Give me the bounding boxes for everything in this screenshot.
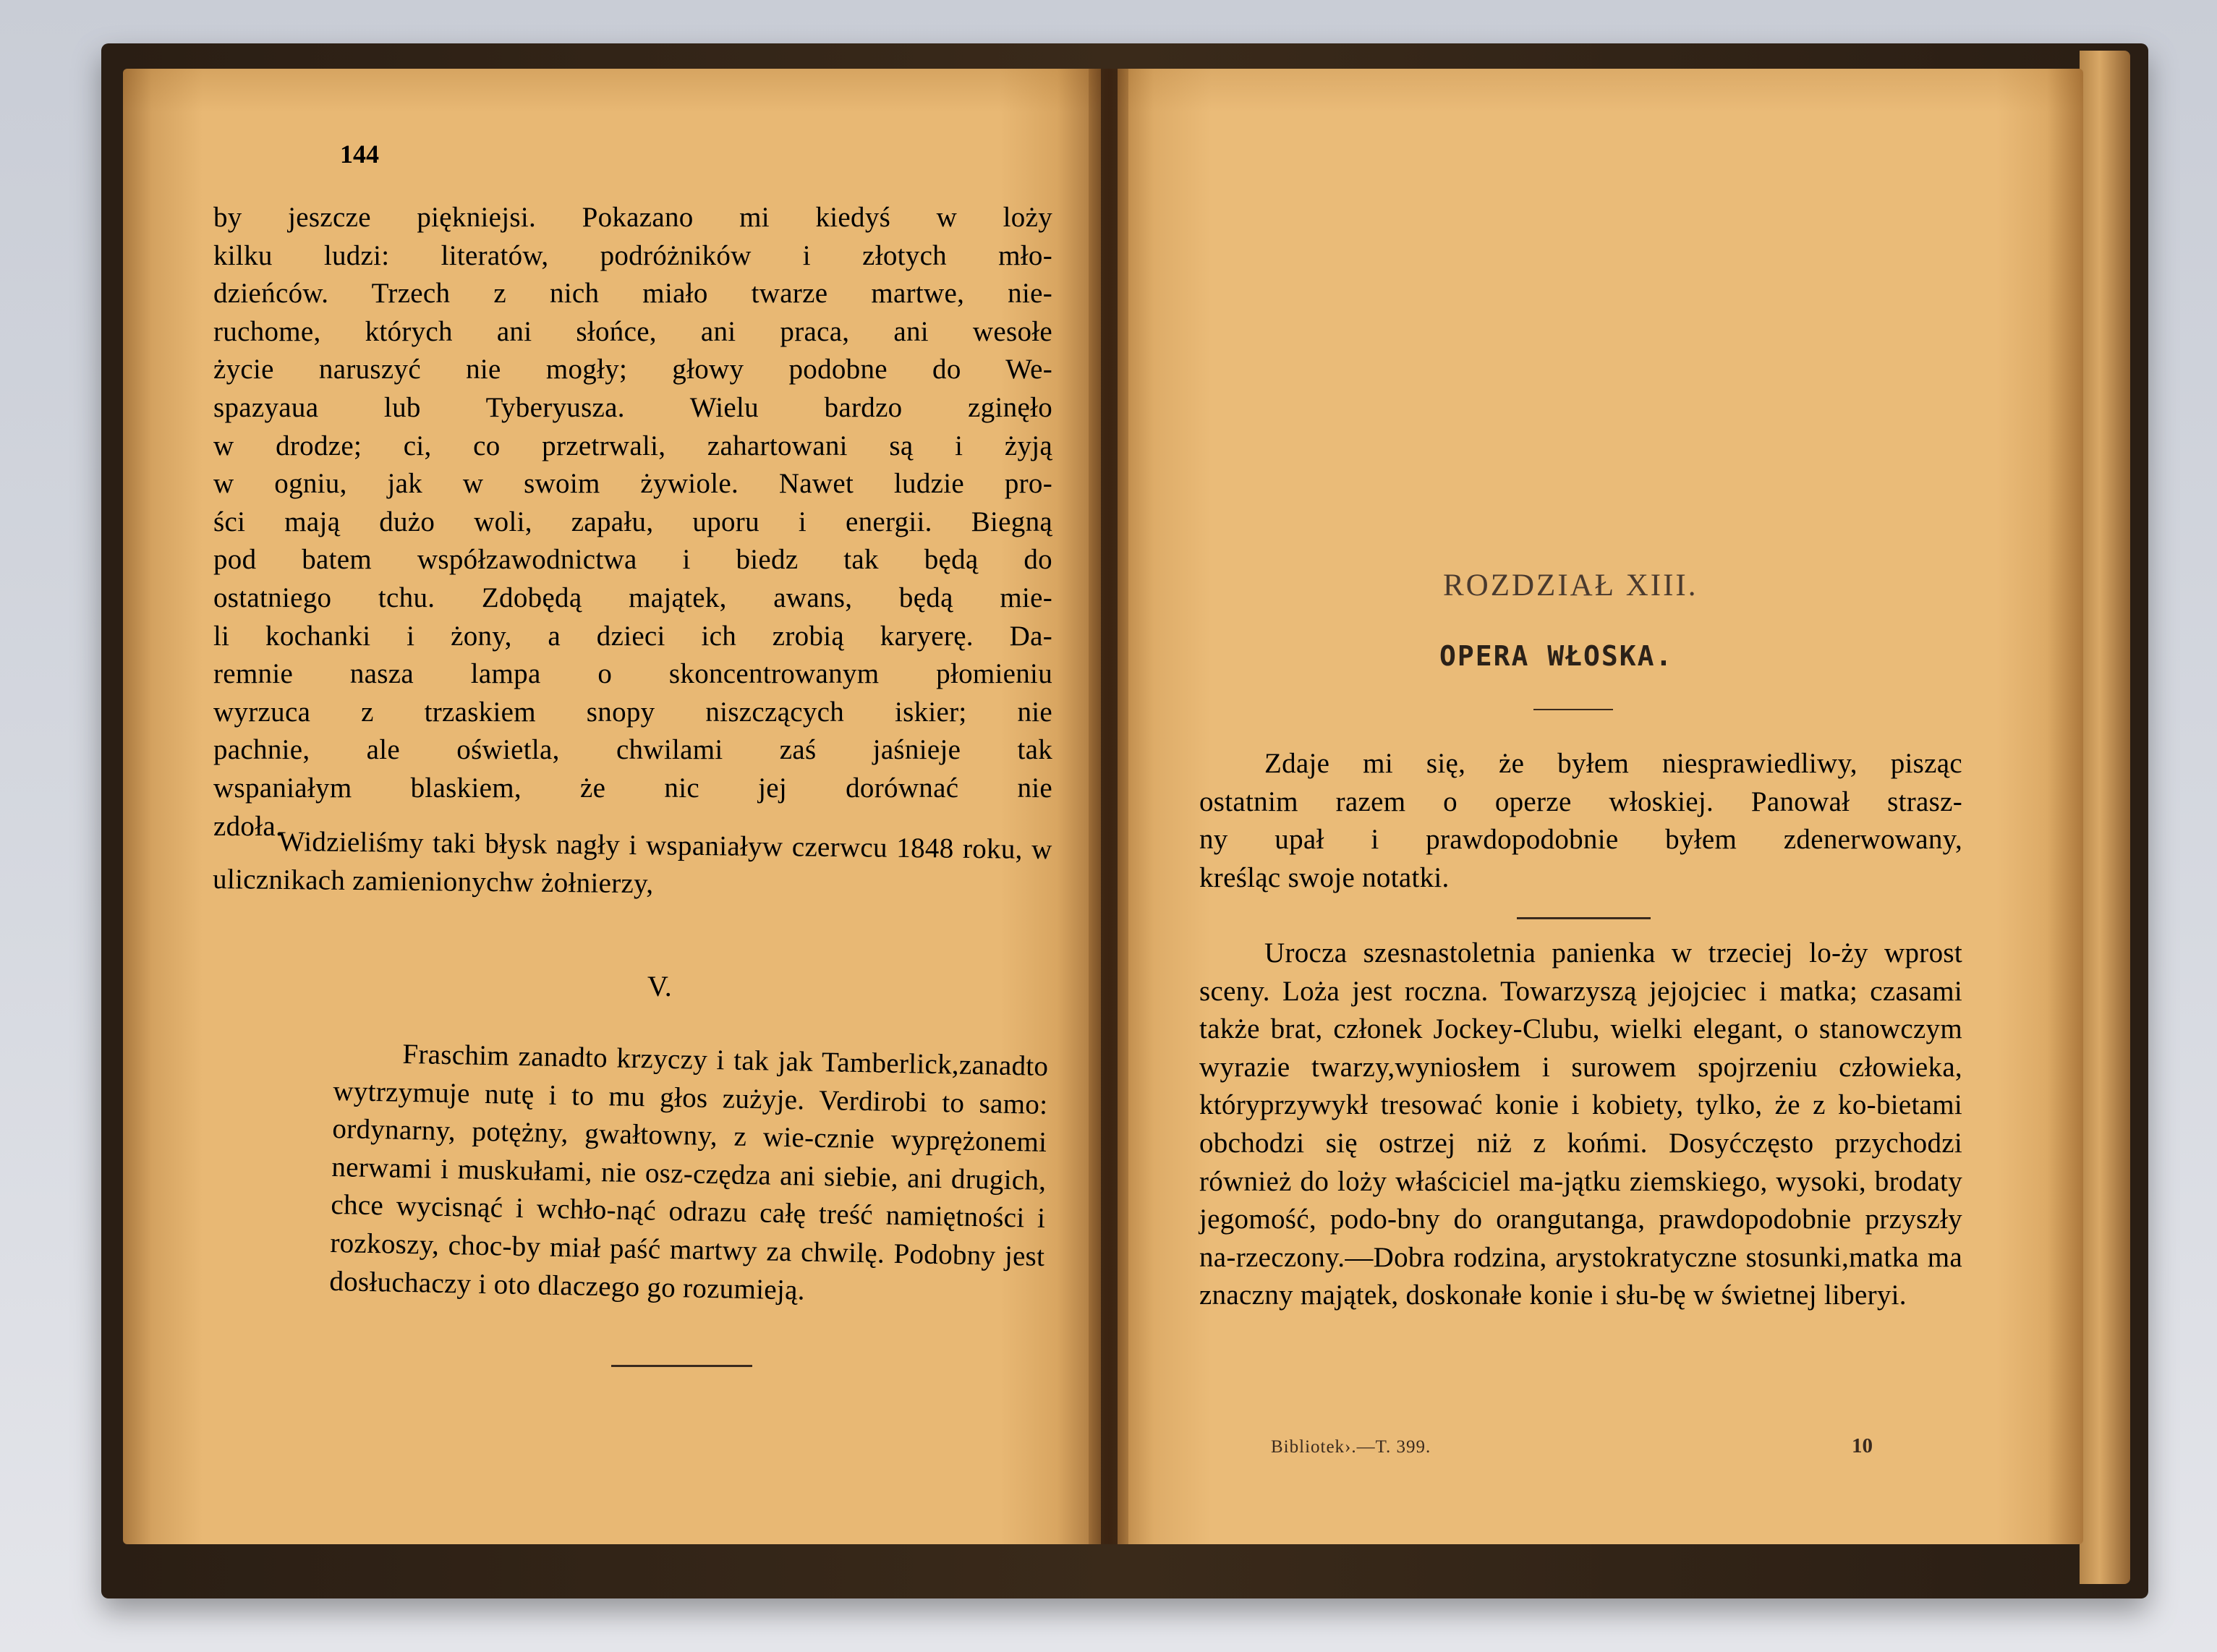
text-line: w czerwcu 1848 roku, w ulicznikach zamienionych [212, 830, 1052, 898]
text-line: rzeczony.—Dobra rodzina, arystokratyczne stosunki, [1235, 1241, 1850, 1273]
text-line: matka ma znaczny majątek, doskonałe konie i słu- [1199, 1241, 1962, 1311]
page-number: 144 [340, 140, 379, 169]
text-line: ojciec i matka; czasami także brat, członek Jockey- [1199, 975, 1962, 1045]
chapter-title: ROZDZIAŁ XIII. [1443, 569, 1698, 603]
right-paragraph-2 [1199, 934, 1962, 1315]
text-line: zanadto wytrzymuje nutę i to mu głos zużyje. Verdi [333, 1049, 1049, 1117]
left-paragraph-3 [329, 1034, 1049, 1314]
text-line: dzieńców. Trzech z nich miało twarze martwe, nie- [213, 278, 1052, 310]
text-line: Clubu, wielki elegant, o stanowczym wyrazie twarzy, [1199, 1013, 1962, 1083]
text-line: czędza ani siebie, ani drugich, chce wycisnąć i wchło- [331, 1158, 1047, 1226]
text-line: słuchaczy i oto dlaczego go rozumieją. [357, 1266, 806, 1306]
text-line: pod batem współzawodnictwa i biedz tak będą do [213, 544, 1052, 576]
text-line: ści mają dużo woli, zapału, uporu i energii. Biegną [213, 506, 1052, 537]
text-line: ży wprost sceny. Loża jest roczna. Towarzyszą jej [1199, 937, 1962, 1007]
text-line: wyrzuca z trzaskiem snopy niszczących iskier; nie [213, 696, 1052, 728]
text-line: wspaniałym blaskiem, że nic jej dorównać nie [213, 772, 1052, 804]
page-edges [2080, 51, 2130, 1584]
text-line: bietami obchodzi się ostrzej niż z końmi. Dosyć [1199, 1089, 1962, 1159]
text-line: przywykł tresować konie i kobiety, tylko, że z ko- [1259, 1089, 1876, 1121]
text-line: pachnie, ale oświetla, chwilami zaś jaśnieje tak [213, 734, 1052, 766]
text-line: wyniosłem i surowem spojrzeniu człowieka, który [1199, 1051, 1962, 1121]
text-line: robi to samo: ordynarny, potężny, gwałtowny, z wie- [332, 1086, 1048, 1154]
text-line: bny do orangutanga, prawdopodobnie przyszły na- [1199, 1204, 1962, 1273]
text-line: ruchome, których ani słońce, ani praca, ani wesołe [213, 315, 1052, 347]
text-line: Urocza szesnastoletnia panienka w trzeciej lo- [1264, 937, 1842, 968]
footer-signature: Bibliotek›.—T. 399. [1271, 1437, 1431, 1457]
end-rule [611, 1365, 752, 1367]
text-line: ostatnim razem o operze włoskiej. Panował strasz- [1199, 785, 1962, 817]
text-line: kreśląc swoje notatki. [1199, 861, 1450, 893]
text-line: Widzieliśmy taki błysk nagły i wspaniały [278, 825, 763, 862]
text-line: Fraschim zanadto krzyczy i tak jak Tamberlick, [402, 1038, 960, 1081]
title-rule [1533, 709, 1613, 710]
text-line: w drodze; ci, co przetrwali, zahartowani są i żyją [213, 430, 1052, 461]
right-paragraph-1 [1199, 745, 1962, 897]
section-mark: V. [647, 970, 672, 1002]
text-line: li kochanki i żony, a dzieci ich zrobią karyerę. Da- [213, 620, 1052, 652]
text-line: ny upał i prawdopodobnie byłem zdenerwowany, [1199, 824, 1962, 856]
text-line: kilku ludzi: literatów, podróżników i złotych mło- [213, 239, 1052, 271]
text-line: nąć odrazu całę treść namiętności i rozkoszy, choc- [330, 1194, 1046, 1262]
left-paragraph-1 [213, 199, 1052, 846]
chapter-subtitle: OPERA WŁOSKA. [1439, 640, 1674, 672]
left-paragraph-2 [213, 822, 1052, 907]
text-line: życie naruszyć nie mogły; głowy podobne do We- [213, 354, 1052, 386]
paragraph-rule [1517, 917, 1651, 919]
text-line: remnie nasza lampa o skoncentrowanym płomieniu [213, 658, 1052, 690]
text-line: często przychodzi również do loży właściciel ma- [1199, 1127, 1963, 1197]
text-line: bę w świetnej liberyi. [1659, 1280, 1907, 1311]
text-line: w żołnierzy, [513, 866, 654, 899]
text-line: jątku ziemskiego, wysoki, brodaty jegomość, podo- [1199, 1165, 1962, 1235]
text-line: Zdaje mi się, że byłem niesprawiedliwy, pisząc [1264, 748, 1962, 779]
text-line: spazyaua lub Tyberyusza. Wielu bardzo zginęło [213, 391, 1052, 423]
text-line: cznie wyprężonemi nerwami i muskułami, nie osz- [331, 1122, 1047, 1190]
footer-sheet-number: 10 [1852, 1434, 1873, 1457]
text-line: zdoła. [213, 810, 284, 842]
text-line: ostatniego tchu. Zdobędą majątek, awans, będą mie- [213, 582, 1052, 613]
text-line: by miał paść martwy za chwilę. Podobny jest do [329, 1230, 1045, 1298]
text-line: w ogniu, jak w swoim żywiole. Nawet ludzie pro- [213, 468, 1052, 500]
text-line: by jeszcze piękniejsi. Pokazano mi kiedyś w loży [213, 202, 1052, 233]
book-gutter [1089, 69, 1128, 1544]
